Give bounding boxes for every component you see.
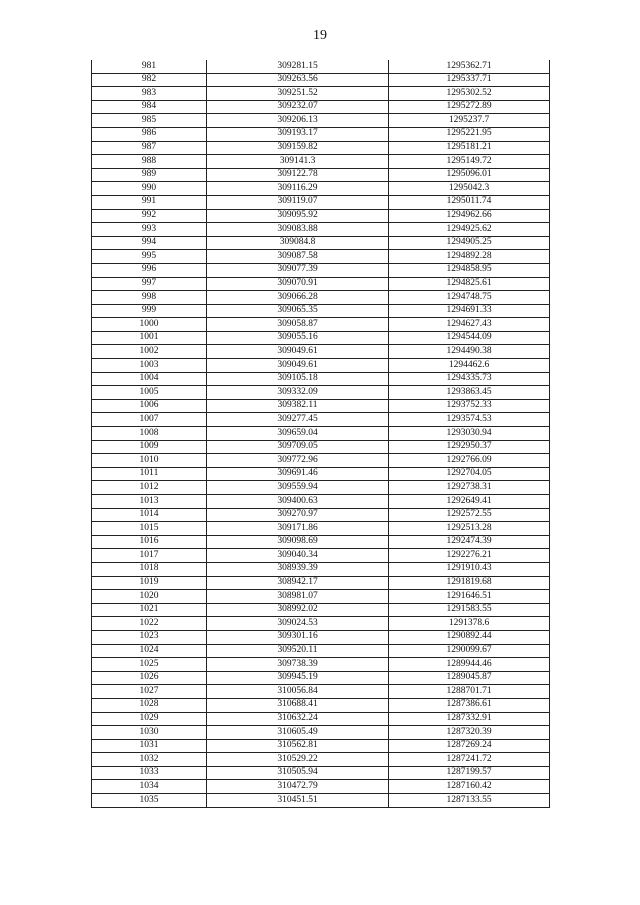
y-coordinate-cell: 1295362.71 [389, 60, 550, 73]
x-coordinate-cell: 309281.15 [207, 60, 389, 73]
point-number-cell: 1005 [92, 386, 207, 400]
point-number-cell: 1004 [92, 372, 207, 386]
point-number-cell: 1021 [92, 603, 207, 617]
point-number-cell: 1018 [92, 562, 207, 576]
x-coordinate-cell: 310562.81 [207, 739, 389, 753]
point-number-cell: 1013 [92, 495, 207, 509]
x-coordinate-cell: 310605.49 [207, 726, 389, 740]
x-coordinate-cell: 309738.39 [207, 658, 389, 672]
y-coordinate-cell: 1291819.68 [389, 576, 550, 590]
point-number-cell: 1017 [92, 549, 207, 563]
y-coordinate-cell: 1287269.24 [389, 739, 550, 753]
point-number-cell: 1012 [92, 481, 207, 495]
table-row [92, 535, 550, 549]
y-coordinate-cell: 1294748.75 [389, 291, 550, 305]
table-row [92, 318, 550, 332]
y-coordinate-cell: 1292950.37 [389, 440, 550, 454]
table-row [92, 712, 550, 726]
y-coordinate-cell: 1287241.72 [389, 753, 550, 767]
x-coordinate-cell: 310056.84 [207, 685, 389, 699]
x-coordinate-cell: 309024.53 [207, 617, 389, 631]
table-row [92, 87, 550, 101]
table-row [92, 481, 550, 495]
x-coordinate-cell: 309270.97 [207, 508, 389, 522]
x-coordinate-cell: 309520.11 [207, 644, 389, 658]
table-row [92, 794, 550, 808]
y-coordinate-cell: 1295302.52 [389, 87, 550, 101]
table-row [92, 780, 550, 794]
y-coordinate-cell: 1287320.39 [389, 726, 550, 740]
y-coordinate-cell: 1287199.57 [389, 766, 550, 780]
table-row [92, 168, 550, 182]
y-coordinate-cell: 1295337.71 [389, 73, 550, 87]
x-coordinate-cell: 310688.41 [207, 698, 389, 712]
table-row [92, 549, 550, 563]
point-number-cell: 987 [92, 141, 207, 155]
point-number-cell: 1032 [92, 753, 207, 767]
table-row [92, 644, 550, 658]
point-number-cell: 1034 [92, 780, 207, 794]
x-coordinate-cell: 309087.58 [207, 250, 389, 264]
point-number-cell: 1001 [92, 331, 207, 345]
point-number-cell: 1033 [92, 766, 207, 780]
point-number-cell: 996 [92, 263, 207, 277]
point-number-cell: 993 [92, 223, 207, 237]
table-row [92, 141, 550, 155]
y-coordinate-cell: 1294825.61 [389, 277, 550, 291]
y-coordinate-cell: 1294858.95 [389, 263, 550, 277]
x-coordinate-cell: 309084.8 [207, 236, 389, 250]
point-number-cell: 994 [92, 236, 207, 250]
x-coordinate-cell: 309098.69 [207, 535, 389, 549]
point-number-cell: 1002 [92, 345, 207, 359]
x-coordinate-cell: 309040.34 [207, 549, 389, 563]
x-coordinate-cell: 309070.91 [207, 277, 389, 291]
x-coordinate-cell: 310632.24 [207, 712, 389, 726]
point-number-cell: 1019 [92, 576, 207, 590]
point-number-cell: 1003 [92, 359, 207, 373]
point-number-cell: 1035 [92, 794, 207, 808]
x-coordinate-cell: 309382.11 [207, 399, 389, 413]
x-coordinate-cell: 309301.16 [207, 630, 389, 644]
table-row [92, 359, 550, 373]
y-coordinate-cell: 1295237.7 [389, 114, 550, 128]
table-row [92, 236, 550, 250]
table-row [92, 590, 550, 604]
x-coordinate-cell: 309095.92 [207, 209, 389, 223]
table-row [92, 277, 550, 291]
y-coordinate-cell: 1287386.61 [389, 698, 550, 712]
y-coordinate-cell: 1292766.09 [389, 454, 550, 468]
point-number-cell: 990 [92, 182, 207, 196]
x-coordinate-cell: 309691.46 [207, 467, 389, 481]
y-coordinate-cell: 1294335.73 [389, 372, 550, 386]
point-number-cell: 997 [92, 277, 207, 291]
point-number-cell: 1014 [92, 508, 207, 522]
table-row [92, 155, 550, 169]
point-number-cell: 1022 [92, 617, 207, 631]
table-row [92, 291, 550, 305]
point-number-cell: 995 [92, 250, 207, 264]
x-coordinate-cell: 309116.29 [207, 182, 389, 196]
table-row [92, 440, 550, 454]
table-row [92, 209, 550, 223]
table-row [92, 127, 550, 141]
table-row [92, 658, 550, 672]
y-coordinate-cell: 1288701.71 [389, 685, 550, 699]
x-coordinate-cell: 309659.04 [207, 427, 389, 441]
point-number-cell: 1007 [92, 413, 207, 427]
table-row [92, 100, 550, 114]
point-number-cell: 986 [92, 127, 207, 141]
point-number-cell: 1020 [92, 590, 207, 604]
x-coordinate-cell: 309055.16 [207, 331, 389, 345]
x-coordinate-cell: 309049.61 [207, 359, 389, 373]
x-coordinate-cell: 309559.94 [207, 481, 389, 495]
point-number-cell: 1008 [92, 427, 207, 441]
y-coordinate-cell: 1293752.33 [389, 399, 550, 413]
y-coordinate-cell: 1295011.74 [389, 195, 550, 209]
x-coordinate-cell: 309119.07 [207, 195, 389, 209]
x-coordinate-cell: 309141.3 [207, 155, 389, 169]
x-coordinate-cell: 308981.07 [207, 590, 389, 604]
y-coordinate-cell: 1294962.66 [389, 209, 550, 223]
x-coordinate-cell: 309772.96 [207, 454, 389, 468]
y-coordinate-cell: 1295042.3 [389, 182, 550, 196]
x-coordinate-cell: 309065.35 [207, 304, 389, 318]
point-number-cell: 1006 [92, 399, 207, 413]
table-row [92, 753, 550, 767]
y-coordinate-cell: 1290892.44 [389, 630, 550, 644]
y-coordinate-cell: 1287133.55 [389, 794, 550, 808]
table-row [92, 331, 550, 345]
x-coordinate-cell: 308942.17 [207, 576, 389, 590]
x-coordinate-cell: 309122.78 [207, 168, 389, 182]
table-row [92, 223, 550, 237]
page-number: 19 [313, 28, 327, 43]
y-coordinate-cell: 1292276.21 [389, 549, 550, 563]
y-coordinate-cell: 1295096.01 [389, 168, 550, 182]
x-coordinate-cell: 309077.39 [207, 263, 389, 277]
point-number-cell: 991 [92, 195, 207, 209]
table-row [92, 345, 550, 359]
table-row [92, 576, 550, 590]
point-number-cell: 1023 [92, 630, 207, 644]
x-coordinate-cell: 309159.82 [207, 141, 389, 155]
table-row [92, 739, 550, 753]
table-row [92, 630, 550, 644]
y-coordinate-cell: 1294691.33 [389, 304, 550, 318]
y-coordinate-cell: 1289944.46 [389, 658, 550, 672]
x-coordinate-cell: 309083.88 [207, 223, 389, 237]
table-row [92, 250, 550, 264]
table-row [92, 114, 550, 128]
x-coordinate-cell: 310472.79 [207, 780, 389, 794]
table-row [92, 399, 550, 413]
y-coordinate-cell: 1295181.21 [389, 141, 550, 155]
point-number-cell: 1015 [92, 522, 207, 536]
x-coordinate-cell: 309332.09 [207, 386, 389, 400]
y-coordinate-cell: 1292474.39 [389, 535, 550, 549]
x-coordinate-cell: 309232.07 [207, 100, 389, 114]
y-coordinate-cell: 1292704.05 [389, 467, 550, 481]
table-row [92, 263, 550, 277]
point-number-cell: 1016 [92, 535, 207, 549]
y-coordinate-cell: 1292649.41 [389, 495, 550, 509]
y-coordinate-cell: 1291378.6 [389, 617, 550, 631]
x-coordinate-cell: 309105.18 [207, 372, 389, 386]
x-coordinate-cell: 310451.51 [207, 794, 389, 808]
point-number-cell: 984 [92, 100, 207, 114]
point-number-cell: 981 [92, 60, 207, 73]
point-number-cell: 988 [92, 155, 207, 169]
y-coordinate-cell: 1289045.87 [389, 671, 550, 685]
point-number-cell: 999 [92, 304, 207, 318]
table-row [92, 427, 550, 441]
x-coordinate-cell: 310529.22 [207, 753, 389, 767]
x-coordinate-cell: 309709.05 [207, 440, 389, 454]
point-number-cell: 1026 [92, 671, 207, 685]
x-coordinate-cell: 309400.63 [207, 495, 389, 509]
point-number-cell: 1031 [92, 739, 207, 753]
y-coordinate-cell: 1291583.55 [389, 603, 550, 617]
point-number-cell: 1010 [92, 454, 207, 468]
point-number-cell: 983 [92, 87, 207, 101]
table-row [92, 508, 550, 522]
table-row [92, 467, 550, 481]
point-number-cell: 992 [92, 209, 207, 223]
point-number-cell: 1028 [92, 698, 207, 712]
y-coordinate-cell: 1293574.53 [389, 413, 550, 427]
y-coordinate-cell: 1294544.09 [389, 331, 550, 345]
x-coordinate-cell: 309277.45 [207, 413, 389, 427]
table-row [92, 182, 550, 196]
y-coordinate-cell: 1294490.38 [389, 345, 550, 359]
point-number-cell: 982 [92, 73, 207, 87]
point-number-cell: 1000 [92, 318, 207, 332]
table-row [92, 386, 550, 400]
table-row [92, 454, 550, 468]
table-row [92, 372, 550, 386]
point-number-cell: 1024 [92, 644, 207, 658]
table-row [92, 671, 550, 685]
y-coordinate-cell: 1294892.28 [389, 250, 550, 264]
point-number-cell: 1030 [92, 726, 207, 740]
x-coordinate-cell: 308992.02 [207, 603, 389, 617]
x-coordinate-cell: 308939.39 [207, 562, 389, 576]
y-coordinate-cell: 1294905.25 [389, 236, 550, 250]
table-row [92, 495, 550, 509]
y-coordinate-cell: 1293030.94 [389, 427, 550, 441]
y-coordinate-cell: 1291910.43 [389, 562, 550, 576]
x-coordinate-cell: 309263.56 [207, 73, 389, 87]
table-row [92, 73, 550, 87]
x-coordinate-cell: 309206.13 [207, 114, 389, 128]
y-coordinate-cell: 1290099.67 [389, 644, 550, 658]
y-coordinate-cell: 1291646.51 [389, 590, 550, 604]
table-row [92, 603, 550, 617]
x-coordinate-cell: 309945.19 [207, 671, 389, 685]
table-row [92, 304, 550, 318]
x-coordinate-cell: 309049.61 [207, 345, 389, 359]
x-coordinate-cell: 310505.94 [207, 766, 389, 780]
table-row [92, 617, 550, 631]
table-row [92, 522, 550, 536]
x-coordinate-cell: 309066.28 [207, 291, 389, 305]
x-coordinate-cell: 309251.52 [207, 87, 389, 101]
coordinates-table [91, 60, 550, 808]
y-coordinate-cell: 1292513.28 [389, 522, 550, 536]
y-coordinate-cell: 1295149.72 [389, 155, 550, 169]
x-coordinate-cell: 309171.86 [207, 522, 389, 536]
point-number-cell: 989 [92, 168, 207, 182]
x-coordinate-cell: 309058.87 [207, 318, 389, 332]
point-number-cell: 985 [92, 114, 207, 128]
point-number-cell: 1011 [92, 467, 207, 481]
point-number-cell: 1009 [92, 440, 207, 454]
point-number-cell: 1029 [92, 712, 207, 726]
table-row [92, 562, 550, 576]
y-coordinate-cell: 1295221.95 [389, 127, 550, 141]
y-coordinate-cell: 1287332.91 [389, 712, 550, 726]
point-number-cell: 1025 [92, 658, 207, 672]
y-coordinate-cell: 1295272.89 [389, 100, 550, 114]
y-coordinate-cell: 1292572.55 [389, 508, 550, 522]
table-row [92, 195, 550, 209]
table-row [92, 413, 550, 427]
y-coordinate-cell: 1292738.31 [389, 481, 550, 495]
x-coordinate-cell: 309193.17 [207, 127, 389, 141]
y-coordinate-cell: 1294925.62 [389, 223, 550, 237]
coordinates-table-body [92, 60, 550, 807]
y-coordinate-cell: 1287160.42 [389, 780, 550, 794]
y-coordinate-cell: 1294462.6 [389, 359, 550, 373]
y-coordinate-cell: 1294627.43 [389, 318, 550, 332]
table-row [92, 766, 550, 780]
point-number-cell: 998 [92, 291, 207, 305]
table-row [92, 726, 550, 740]
table-row [92, 60, 550, 73]
point-number-cell: 1027 [92, 685, 207, 699]
y-coordinate-cell: 1293863.45 [389, 386, 550, 400]
table-row [92, 685, 550, 699]
table-row [92, 698, 550, 712]
